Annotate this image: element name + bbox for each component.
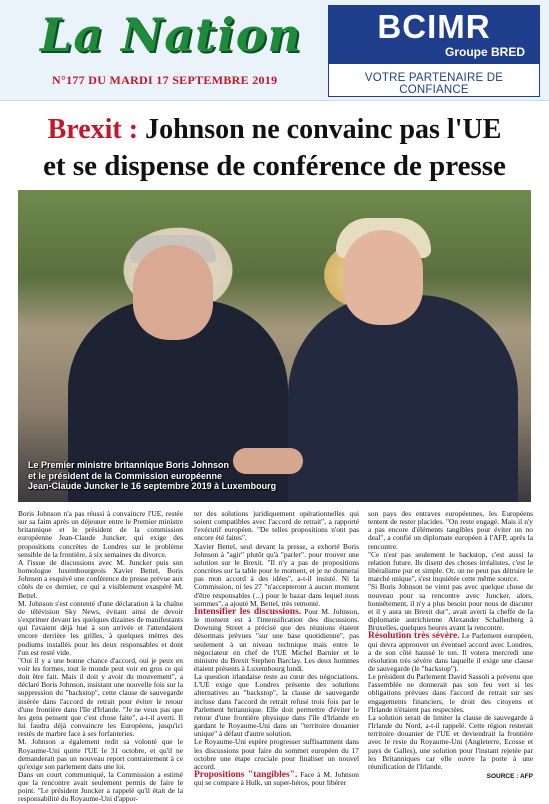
- column-3: [368, 510, 533, 781]
- paragraph: Propositions "tangibles". Face à M. Johnson qui se compare à Hulk, un super-héros, pour libérer: [194, 770, 359, 788]
- article-photo: [18, 190, 531, 502]
- paragraph: M. Johnson a également redit sa volonté que le Royaume-Uni quitte l'UE le 31 octobre, et qu'il ne demanderait pas un nouveau report contrairement à ce qu'exige son parlement dans une loi.: [18, 737, 183, 771]
- paragraph: "Ce n'est pas seulement le backstop, c'est aussi la relation future. Ils disent des choses irréalistes, c'est le libéralisme pur et simple. Or, on ne peut pas détruire le marché unique", s'est inquiétée cette même source.: [368, 549, 533, 584]
- column-2: [194, 510, 359, 787]
- paragraph: M. Johnson s'est contenté d'une déclaration à la chaîne de télévision Sky News, évitant ainsi de devoir s'exprimer devant les quelques dizaines de manifestants qui l'avaient déjà hué à son arrivée et l'attendaient encore derrière les grilles, à quelques mètres des podiums installés pour les deux responsables et dont l'un est resté vide.: [18, 598, 183, 657]
- bank-advertisement[interactable]: [328, 5, 540, 97]
- ad-group-name: Groupe BRED: [444, 45, 525, 59]
- masthead: [0, 0, 549, 101]
- paragraph: Le Royaume-Uni espère progresser suffisamment dans les discussions pour faire du sommet européen du 17 octobre une étape cruciale pour finaliser un nouvel accord.: [194, 737, 359, 771]
- headline-line2: et se dispense de conférence de presse: [43, 150, 506, 182]
- article-body: [18, 509, 534, 804]
- headline-line1: Johnson ne convainc pas l'UE: [138, 114, 502, 145]
- subheading: Résolution très sévère.: [368, 631, 460, 642]
- photo-caption: Le Premier ministre britannique Boris Johnson et le président de la Commission européenne Jean-Claude Juncker le 16 septembre 2019 à Luxembourg: [28, 460, 277, 491]
- paragraph: "Si Boris Johnson ne vient pas avec quelque chose de nouveau pour sa rencontre avec Juncker, alors, honnêtement, il n'y a plus besoin pour nous de discuter et il y aura un Brexit dur", avait averti la cheffe de la diplomatie autrichienne Alexander Schallenberg à Bruxelles, quelques heures avant la rencontre.: [368, 582, 533, 633]
- paragraph: A l'issue de discussions avec M. Juncker puis son homologue luxembourgeois Xavier Bettel, Boris Johnson a esquivé une conférence de presse prévue aux côtés de ce dernier, ce qui a visiblement exaspéré M. Bettel.: [18, 557, 183, 600]
- paragraph: La solution serait de limiter la clause de sauvegarde à l'Irlande du Nord, a-t-il rappelé. Cette région resterait territoire douanier de l'UE et deviendrait la frontière avec le reste du Royaume-Uni (Angleterre, Ecosse et pays de Galles), une solution pour l'instant rejetée par les Britanniques car elle ouvre la porte à une réunification de l'Irlande.: [368, 712, 533, 771]
- article-headline: [0, 112, 549, 184]
- subheading: Propositions "tangibles".: [194, 770, 298, 780]
- newspaper-logo[interactable]: La Nation: [40, 8, 302, 62]
- subheading: Intensifier les discussions.: [194, 606, 302, 617]
- paragraph: Intensifier les discussions. Pour M. Johnson, le moment est à l'intensification des discussions. Downing Street a précisé que des réunions étaient désormais prévues "sur une base quotidienne", pas seulement à un niveau technique mais entre le négociateur en chef de l'UE Michel Barnier et le ministre du Brexit Stephen Barclay. Les deux hommes étaient présents à Luxembourg lundi.: [194, 606, 359, 673]
- paragraph: La question irlandaise reste au cœur des négociations. L'UE exige que Londres présente des solutions alternatives au "backstop", la clause de sauvegarde incluse dans l'accord de retrait refusé trois fois par le Parlement britannique. Elle doit permettre d'éviter le retour d'une frontière physique dans l'île d'Irlande en gardant le Royaume-Uni dans un "territoire douanier unique" à défaut d'autre solution.: [194, 672, 359, 739]
- paragraph: Résolution très sévère. Le Parlement européen, qui devra approuver un éventuel accord avec Londres, a de son côté haussé le ton. Il votera mercredi une résolution très sévère dans laquelle il exige une clause de sauvegarde (le "backstop").: [368, 631, 534, 673]
- column-1: [18, 510, 183, 804]
- ad-slogan: VOTRE PARTENAIRE DE CONFIANCE: [364, 72, 504, 96]
- paragraph: Boris Johnson n'a pas réussi à convaincre l'UE, restée sur sa faim après un déjeuner entre le Premier ministre britannique et le président de la commission européenne Jean-Claude Juncker, qui exige des propositions concrètes de Londres sur le problème sensible de la frontière, à six semaines du divorce.: [18, 509, 183, 559]
- paragraph: "Oui il y a une bonne chance d'accord, oui je peux en voir les formes, tout le monde peut voir en gros ce qui doit être fait. Mais il doit y avoir du mouvement", a déclaré Boris Johnson, insistant une nouvelle fois sur la suppression du "backstop", cette clause de sauvegarde insérée dans l'accord de retrait pour éviter le retour d'une frontière dans l'île d'Irlande. "Je ne veux pas que les gens pensent que c'est chose faite", a-t-il averti. Il lui faudra déjà convaincre les Européens, jusqu'ici restés de marbre face à ses forfanteries.: [18, 655, 183, 739]
- headline-kicker: Brexit :: [47, 114, 139, 145]
- paragraph: Xavier Bettel, seul devant la presse, a exhorté Boris Johnson à "agir" plutôt qu'à "parler". pour trouver une solution sur le Brexit. "Il n'y a pas de propositions concrètes sur la table pour le moment, et je ne donnerai pas mon accord à des idées", a-t-il insisté. Ni la Commission, ni les 27 "n'accepteront à aucun moment d'être responsables (...) pour le bazar dans lequel nous sommes", a ajouté M. Bettel, très remonté.: [194, 541, 359, 608]
- paragraph: son pays des entraves européennes, les Européens tentent de rester placides. "On reste engagé. Mais il n'y a pas encore d'éléments tangibles pour éviter un no deal", a confié un diplomate européen à l'AFP, après la rencontre.: [368, 509, 533, 551]
- paragraph: ter des solutions juridiquement opérationnelles qui soient compatibles avec l'accord de retrait", a rapporté l'exécutif européen. "De telles propositions n'ont pas encore été faites".: [194, 509, 359, 543]
- johnson-figure: [288, 295, 518, 502]
- article-source: SOURCE : AFP: [486, 773, 533, 780]
- issue-date: N°177 DU MARDI 17 SEPTEMBRE 2019: [52, 73, 278, 87]
- paragraph: Dans un court communiqué, la Commission a estimé que la rencontre avait seulement permis de faire le point. "Le président Juncker a rappelé qu'il était de la responsabilité du Royaume-Uni d'appor-: [18, 770, 183, 804]
- paragraph: Le président du Parlement David Sassoli a prévenu que l'assemblée ne donnerait pas son feu vert si les obligations prévues dans l'accord de retrait sur ses engagements financiers, le droit des citoyens et l'Irlande n'étaient pas respectées.: [368, 672, 533, 714]
- ad-brand-name: BCIMR: [377, 8, 491, 45]
